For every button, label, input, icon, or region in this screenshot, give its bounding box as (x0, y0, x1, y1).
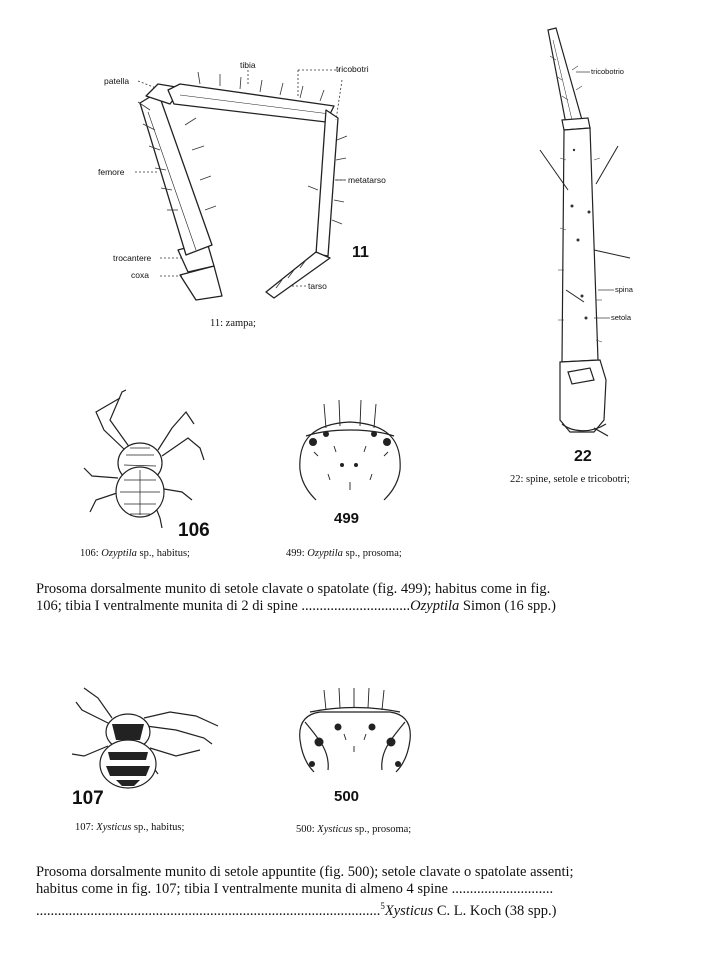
caption-500: 500: Xysticus sp., prosoma; (296, 824, 412, 835)
figure-number-11: 11 (352, 244, 369, 261)
label-setola: setola (611, 313, 632, 322)
caption-499: 499: Ozyptila sp., prosoma; (286, 548, 402, 559)
label-patella: patella (104, 76, 130, 86)
key-couplet-xysticus (36, 864, 574, 920)
key-xysticus-line3: ...............................................................................................$^5$Xysticus C. L. Koch (38 spp.) (36, 901, 557, 919)
label-femore: femore (98, 167, 125, 177)
label-coxa: coxa (131, 270, 149, 280)
label-trocantere: trocantere (113, 253, 152, 263)
key-ozyptila-line1: Prosoma dorsalmente munito di setole clavate o spatolate (fig. 499); habitus come in fig. (36, 581, 551, 597)
figure-number-22: 22 (574, 448, 592, 465)
label-spina: spina (615, 285, 633, 294)
caption-11: 11: zampa; (210, 318, 256, 329)
footnote-marker: 5 (380, 901, 385, 911)
label-tricobotri: tricobotri (336, 64, 369, 74)
genus-xysticus: Xysticus (384, 902, 434, 919)
label-tricobotrio: tricobotrio (591, 67, 624, 76)
figure-number-107: 107 (72, 788, 104, 809)
label-tarso: tarso (308, 281, 327, 291)
genus-ozyptila: Ozyptila (410, 598, 460, 614)
key-xysticus-line1: Prosoma dorsalmente munito di setole appuntite (fig. 500); setole clavate o spatolate assenti; (36, 864, 574, 880)
figure-number-500: 500 (334, 788, 360, 805)
figure-number-499: 499 (334, 510, 360, 527)
figure-number-106: 106 (178, 520, 210, 541)
caption-107: 107: Xysticus sp., habitus; (75, 822, 185, 833)
label-metatarso: metatarso (348, 175, 386, 185)
key-xysticus-line2: habitus come in fig. 107; tibia I ventralmente munita di almeno 4 spine ............................ (36, 881, 554, 897)
caption-22: 22: spine, setole e tricobotri; (510, 474, 630, 485)
label-tibia: tibia (240, 60, 256, 70)
caption-106: 106: Ozyptila sp., habitus; (80, 548, 190, 559)
key-ozyptila-line2: 106; tibia I ventralmente munita di 2 di spine ..............................Ozyptila Simon (16 spp.) (36, 598, 556, 614)
